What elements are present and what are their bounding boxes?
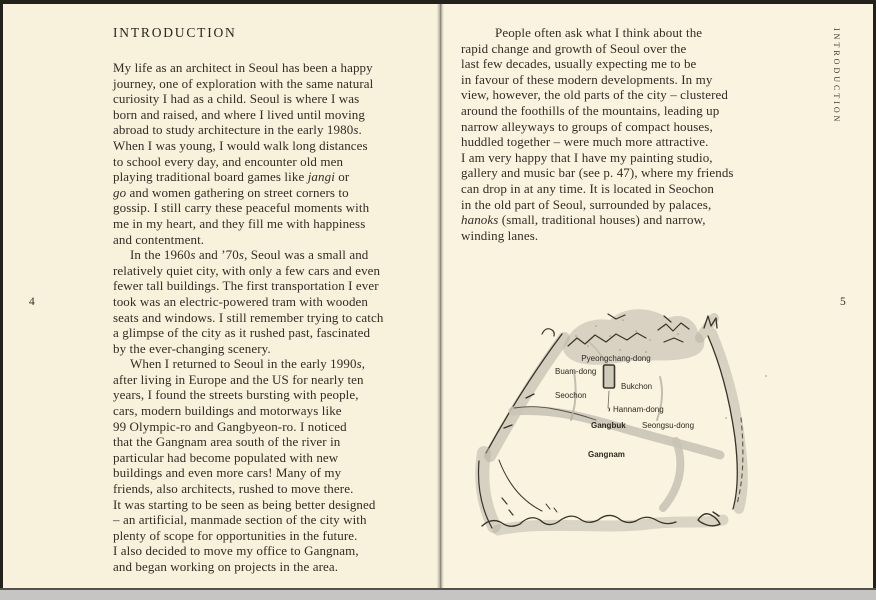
text-line: When I returned to Seoul in the early 1990s, (130, 356, 366, 372)
body-text-right (461, 25, 801, 243)
text-line: curiosity I had as a child. Seoul is where I was (113, 91, 360, 107)
text-line: winding lanes. (461, 227, 539, 243)
text-line: me in my heart, and they fill me with happiness (113, 215, 366, 231)
book-spread (3, 4, 873, 588)
right-page (444, 4, 873, 588)
text-line: gossip. I still carry these peaceful moments with (113, 200, 370, 216)
map-label-buam-dong: Buam-dong (555, 367, 597, 376)
text-line: particular had become populated with new (113, 449, 339, 465)
text-line: cars, modern buildings and motorways like (113, 403, 342, 419)
text-line: that the Gangnam area south of the river in (113, 434, 341, 450)
body-text-left (113, 60, 413, 575)
text-line: relatively quiet city, with only a few cars and even (113, 262, 381, 278)
text-line: I am very happy that I have my painting studio, (461, 149, 713, 165)
text-line: gallery and music bar (see p. 47), where my friends (461, 165, 734, 181)
text-line: last few decades, usually expecting me to be (461, 56, 697, 72)
text-line: fewer tall buildings. The first transportation I ever (113, 278, 379, 294)
text-line: – an artificial, manmade section of the city with (113, 512, 367, 528)
text-line: huddled together – were much more attractive. (461, 134, 709, 150)
text-line: buildings and even more cars! Many of my (113, 465, 342, 481)
text-line: in favour of these modern developments. In my (461, 71, 713, 87)
map-label-gangnam: Gangnam (588, 450, 625, 459)
palace-marker (604, 365, 615, 388)
text-line: to school every day, and encounter old men (113, 153, 344, 169)
text-line: abroad to study architecture in the early 1980s. (113, 122, 362, 138)
map-label-bukchon: Bukchon (621, 382, 653, 391)
text-line: and contentment. (113, 231, 205, 247)
text-line: view, however, the old parts of the city – clustered (461, 87, 729, 103)
text-line: People often ask what I think about the (495, 25, 703, 40)
paragraph (113, 356, 413, 574)
text-line: It was starting to be seen as being better designed (113, 496, 376, 512)
book-spine (437, 4, 444, 588)
bottom-edge (0, 588, 876, 600)
text-line: after living in Europe and the US for nearly ten (113, 371, 364, 387)
text-line: and began working on projects in the area. (113, 559, 339, 574)
text-line: When I was young, I would walk long distances (113, 137, 368, 153)
peak-wash-right (700, 318, 743, 509)
page-number-right: 5 (840, 296, 846, 308)
text-line: friends, also architects, rushed to move there. (113, 481, 354, 497)
chapter-heading: INTRODUCTION (113, 25, 237, 40)
text-line: years, I found the streets bursting with people, (113, 387, 359, 403)
palace-approach-line (608, 391, 609, 408)
running-head: INTRODUCTION (832, 28, 841, 125)
text-line: go and women gathering on street corners to (113, 184, 349, 200)
text-line: can drop in at any time. It is located in Seochon (461, 180, 714, 196)
paragraph (461, 25, 801, 243)
map-label-hannam-dong: Hannam-dong (613, 405, 664, 414)
han-river (513, 410, 720, 455)
paragraph (113, 247, 413, 356)
text-line: journey, one of exploration with the same natural (113, 75, 374, 91)
hook-ink-left (542, 329, 554, 336)
text-line: rapid change and growth of Seoul over the (461, 40, 687, 56)
text-line: took was an electric-powered tram with wooden (113, 293, 369, 309)
map-label-seongsu-dong: Seongsu-dong (642, 421, 695, 430)
text-line: seats and windows. I still remember trying to catch (113, 309, 384, 325)
text-line: born and raised, and where I lived until moving (113, 106, 365, 122)
paragraph (113, 60, 413, 247)
map-label-seochon: Seochon (555, 391, 587, 400)
left-page (3, 4, 437, 588)
seoul-ink-map (468, 298, 862, 588)
text-line: playing traditional board games like jangi or (113, 169, 350, 185)
text-line: 99 Olympic-ro and Gangbyeon-ro. I noticed (113, 418, 347, 434)
text-line: I also decided to move my office to Gangnam, (113, 543, 359, 559)
text-line: plenty of scope for opportunities in the future. (113, 527, 358, 543)
text-line: around the foothills of the mountains, leading up (461, 102, 720, 118)
text-line: In the 1960s and ’70s, Seoul was a small and (130, 247, 369, 263)
text-line: by the ever-changing scenery. (113, 340, 271, 356)
map-label-gangbuk: Gangbuk (591, 421, 626, 430)
text-line: My life as an architect in Seoul has been a happy (113, 60, 373, 75)
river-branch-south (663, 441, 680, 508)
page-number-left: 4 (29, 296, 35, 308)
mountain-wash-left-lower (482, 453, 494, 526)
text-line: hanoks (small, traditional houses) and narrow, (461, 212, 706, 228)
text-line: in the old part of Seoul, surrounded by palaces, (461, 196, 712, 212)
inner-sweep-ink (499, 460, 557, 512)
text-line: a glimpse of the city as it rushed past, fascinated (113, 325, 371, 341)
mountain-wash-bottom (498, 520, 723, 530)
map-label-pyeongchang-dong: Pyeongchang-dong (581, 354, 651, 363)
text-line: narrow alleyways to groups of compact houses, (461, 118, 713, 134)
hannam-tick (609, 408, 610, 411)
